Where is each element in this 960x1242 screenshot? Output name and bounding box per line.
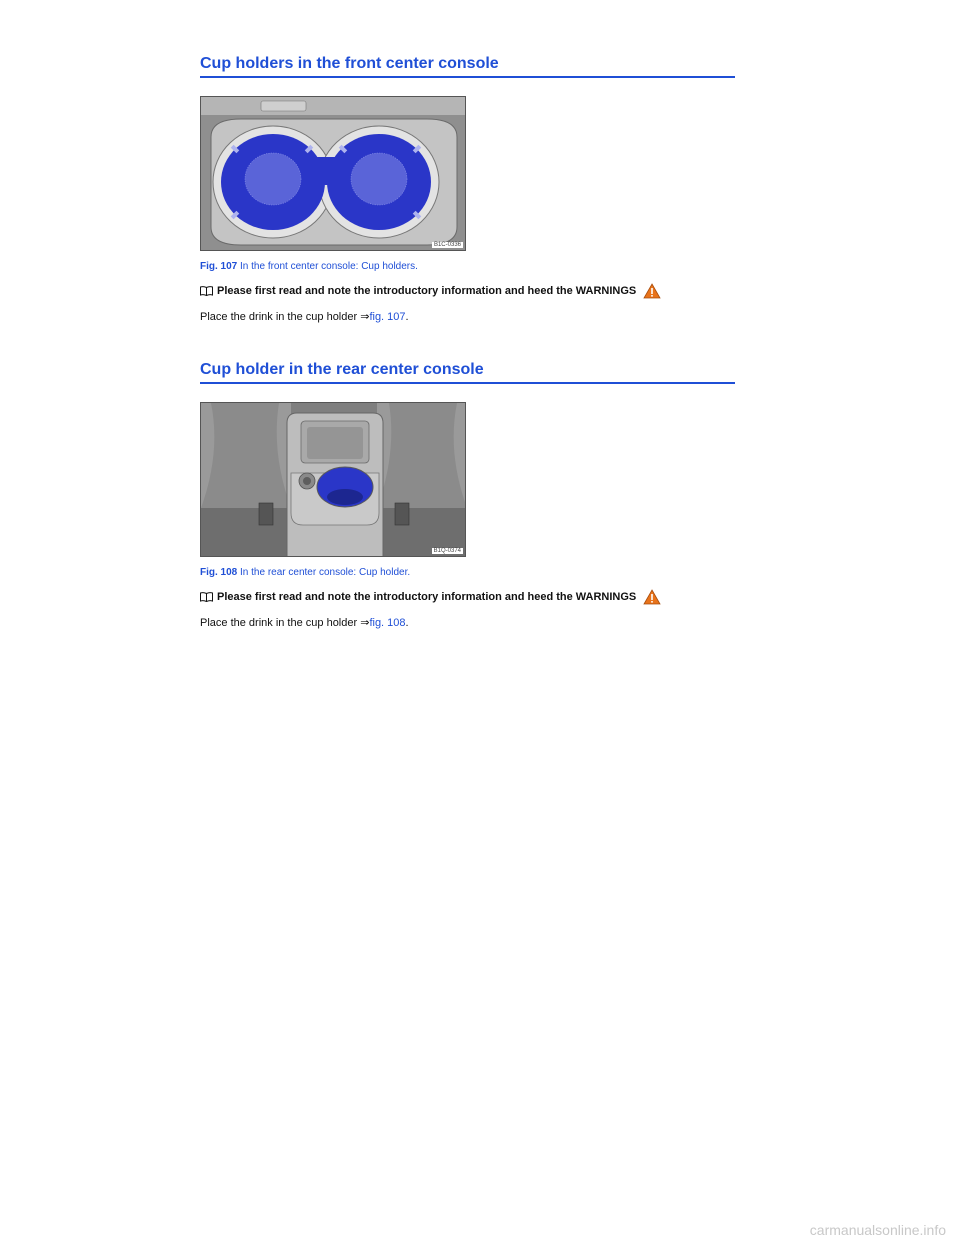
book-icon <box>200 286 213 296</box>
figure-code: B1C-0336 <box>433 242 461 248</box>
figure-front-cup-holders <box>200 96 466 251</box>
book-icon <box>200 592 213 602</box>
warning-note <box>200 283 661 299</box>
caption-text: In the front center console: Cup holders. <box>237 261 418 272</box>
warning-note <box>200 589 661 605</box>
note-text: Please first read and note the introductory information and heed the WARNINGS <box>217 285 637 297</box>
rear-console-illustration <box>201 403 466 557</box>
figure-code: B1Q-0374 <box>433 548 461 554</box>
section-rear-cup-holder <box>200 360 735 640</box>
figure-caption <box>200 567 410 578</box>
figure-number: Fig. 107 <box>200 261 238 272</box>
instruction-end: . <box>405 617 409 629</box>
instruction-text <box>200 310 409 323</box>
section-front-cup-holders <box>200 54 735 334</box>
instruction-text <box>200 616 409 629</box>
note-text: Please first read and note the introductory information and heed the WARNINGS <box>217 591 637 603</box>
figure-rear-cup-holder <box>200 402 466 557</box>
figure-link[interactable]: fig. 108 <box>369 617 406 629</box>
instruction-end: . <box>405 311 409 323</box>
footer-watermark: carmanualsonline.info <box>809 1222 946 1238</box>
warning-triangle-icon[interactable] <box>643 283 661 299</box>
caption-text: In the rear center console: Cup holder. <box>237 567 411 578</box>
figure-link[interactable]: fig. 107 <box>369 311 406 323</box>
section-title: Cup holders in the front center console <box>200 54 735 78</box>
front-console-illustration <box>201 97 466 251</box>
instruction-body: Place the drink in the cup holder <box>200 617 361 629</box>
figure-number: Fig. 108 <box>200 567 238 578</box>
figure-caption <box>200 261 418 272</box>
reference-arrow: ⇒ <box>360 311 370 323</box>
section-title: Cup holder in the rear center console <box>200 360 735 384</box>
reference-arrow: ⇒ <box>360 617 370 629</box>
warning-triangle-icon[interactable] <box>643 589 661 605</box>
instruction-body: Place the drink in the cup holder <box>200 311 361 323</box>
